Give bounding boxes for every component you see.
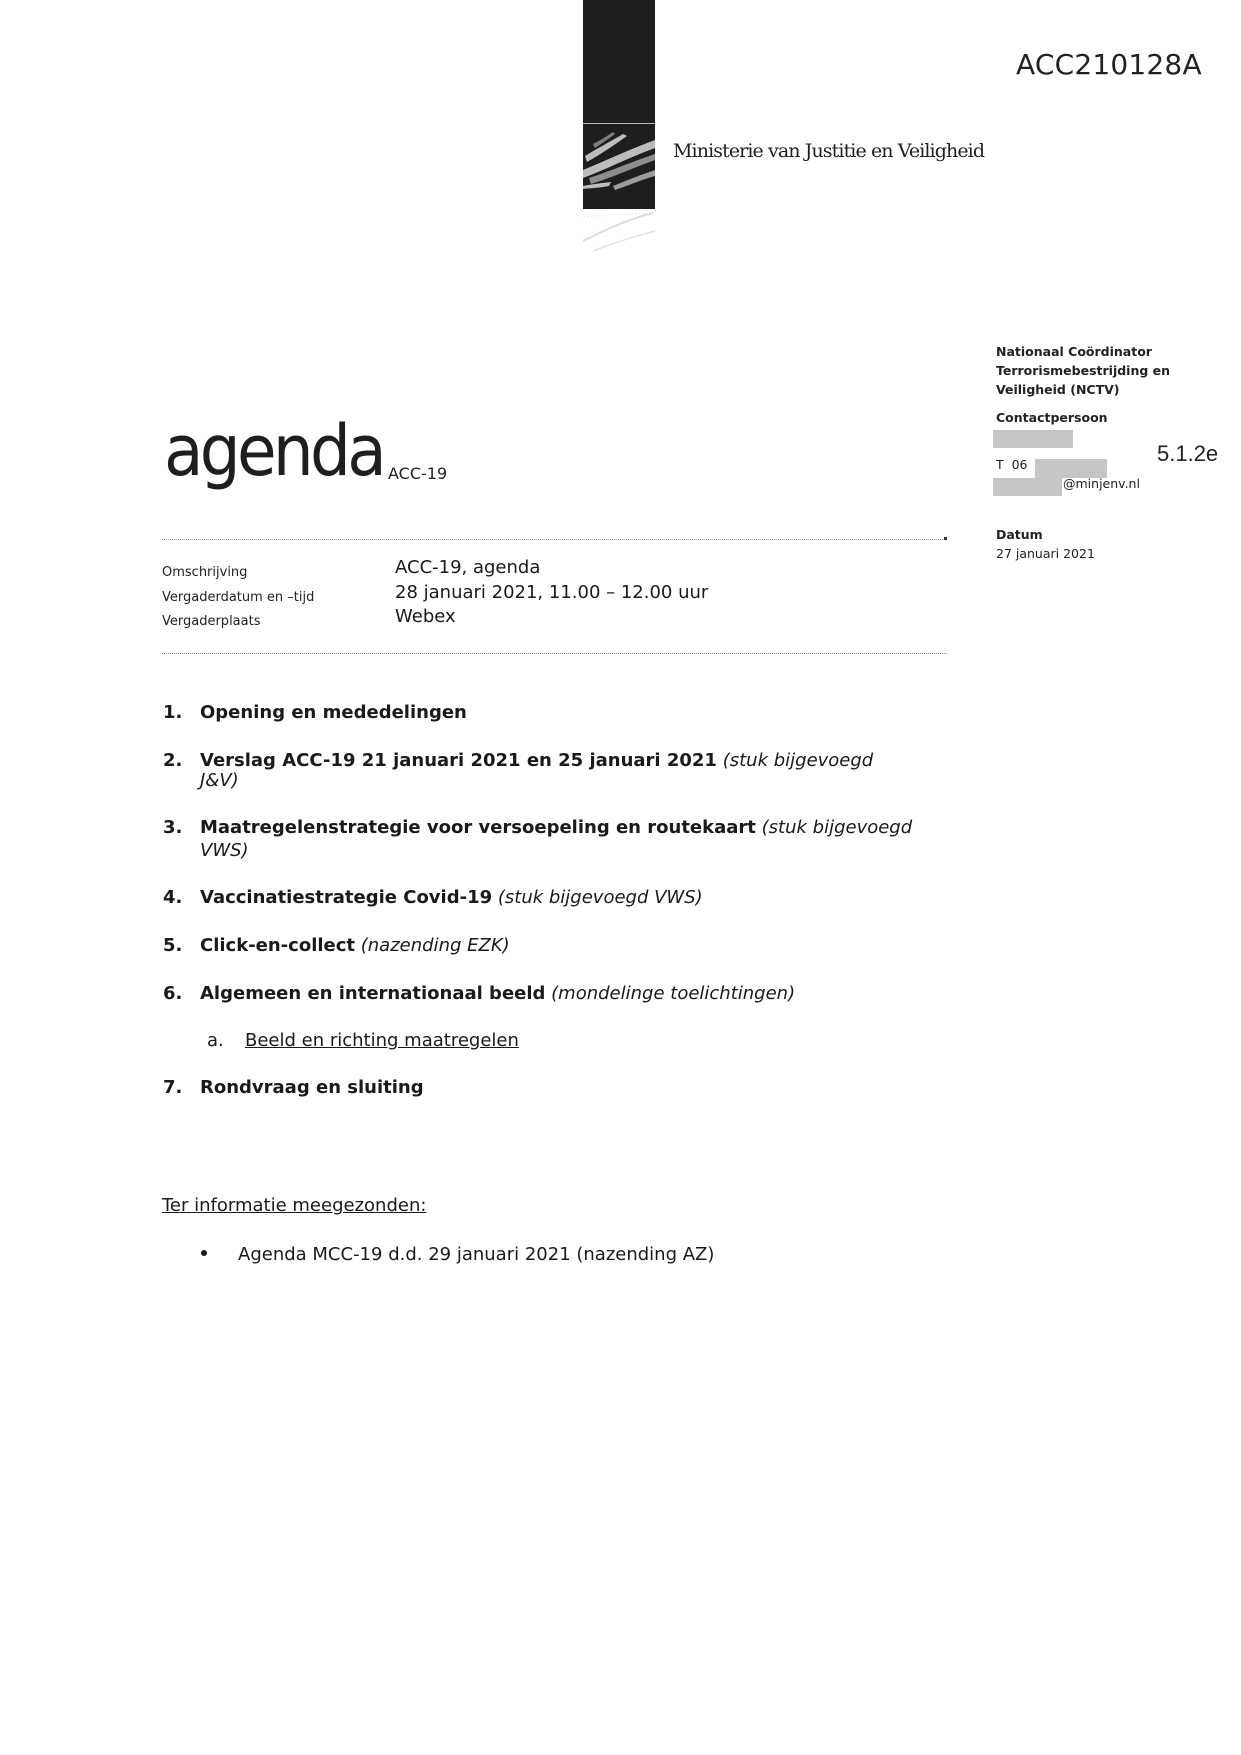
divider-end-mark bbox=[944, 537, 947, 540]
redacted-email-user bbox=[993, 478, 1062, 496]
bullet-icon bbox=[201, 1250, 207, 1256]
agenda-item bbox=[200, 702, 467, 723]
page-subtitle: ACC-19 bbox=[388, 464, 448, 483]
date-value: 27 januari 2021 bbox=[996, 546, 1095, 561]
info-heading: Ter informatie meegezonden: bbox=[162, 1195, 427, 1216]
meta-label-description: Omschrijving bbox=[162, 565, 248, 580]
meta-value-datetime: 28 januari 2021, 11.00 – 12.00 uur bbox=[395, 582, 709, 603]
ministry-name: Ministerie van Justitie en Veiligheid bbox=[673, 140, 985, 162]
agenda-item-title: Algemeen en internationaal beeld bbox=[200, 983, 546, 1004]
agenda-item-title: Verslag ACC-19 21 januari 2021 en 25 januari 2021 bbox=[200, 750, 717, 771]
agenda-item-number: 4. bbox=[163, 887, 183, 908]
agenda-item-note-continued bbox=[200, 770, 239, 791]
agenda-item-number: 5. bbox=[163, 935, 183, 956]
email-domain: @minjenv.nl bbox=[1063, 476, 1140, 491]
phone-prefix: T 06 bbox=[996, 457, 1028, 472]
agenda-item-note: (mondelinge toelichtingen) bbox=[551, 983, 796, 1004]
sidebar-org-line-3: Veiligheid (NCTV) bbox=[996, 382, 1120, 397]
meta-value-description: ACC-19, agenda bbox=[395, 557, 541, 578]
agenda-item bbox=[200, 1077, 424, 1098]
agenda-subitem-number: a. bbox=[207, 1030, 224, 1051]
agenda-item-title: Maatregelenstrategie voor versoepeling en routekaart bbox=[200, 817, 756, 838]
divider-bottom bbox=[162, 653, 947, 654]
meta-label-location: Vergaderplaats bbox=[162, 614, 261, 629]
agenda-item-number: 6. bbox=[163, 983, 183, 1004]
sidebar-org-line-2: Terrorismebestrijding en bbox=[996, 363, 1171, 378]
agenda-subitem: Beeld en richting maatregelen bbox=[245, 1030, 519, 1051]
agenda-item bbox=[200, 817, 912, 838]
agenda-item bbox=[200, 983, 795, 1004]
agenda-item-number: 3. bbox=[163, 817, 183, 838]
agenda-item bbox=[200, 887, 703, 908]
agenda-item-note-continued bbox=[200, 840, 249, 861]
agenda-item-note-line2: VWS) bbox=[200, 840, 249, 861]
agenda-item bbox=[200, 935, 510, 956]
agenda-item-title: Opening en mededelingen bbox=[200, 702, 467, 723]
agenda-item-number: 2. bbox=[163, 750, 183, 771]
ministry-logo bbox=[583, 0, 655, 209]
agenda-item-note: (stuk bijgevoegd bbox=[761, 817, 913, 838]
agenda-item-note-line2: J&V) bbox=[200, 770, 239, 791]
agenda-item-note: (stuk bijgevoegd bbox=[722, 750, 874, 771]
logo-texture-icon bbox=[583, 126, 655, 196]
page-title: agenda bbox=[164, 410, 384, 492]
document-code: ACC210128A bbox=[1016, 48, 1202, 81]
agenda-item-number: 1. bbox=[163, 702, 183, 723]
logo-reflection bbox=[583, 211, 655, 253]
agenda-item-title: Vaccinatiestrategie Covid-19 bbox=[200, 887, 493, 908]
agenda-item-note: (stuk bijgevoegd VWS) bbox=[497, 887, 703, 908]
logo-divider bbox=[583, 123, 655, 124]
agenda-item-number: 7. bbox=[163, 1077, 183, 1098]
meta-value-location: Webex bbox=[395, 606, 456, 627]
info-list-item: Agenda MCC-19 d.d. 29 januari 2021 (nazending AZ) bbox=[238, 1244, 715, 1265]
agenda-item-title: Rondvraag en sluiting bbox=[200, 1077, 424, 1098]
date-label: Datum bbox=[996, 527, 1043, 542]
divider-top bbox=[162, 539, 947, 540]
redaction-ground-code: 5.1.2e bbox=[1157, 441, 1219, 466]
redacted-name bbox=[993, 430, 1073, 448]
contact-label: Contactpersoon bbox=[996, 410, 1108, 425]
sidebar-org-line-1: Nationaal Coördinator bbox=[996, 344, 1152, 359]
agenda-item-note: (nazending EZK) bbox=[360, 935, 510, 956]
agenda-item bbox=[200, 750, 873, 771]
agenda-item-title: Click-en-collect bbox=[200, 935, 356, 956]
meta-label-datetime: Vergaderdatum en –tijd bbox=[162, 590, 315, 605]
